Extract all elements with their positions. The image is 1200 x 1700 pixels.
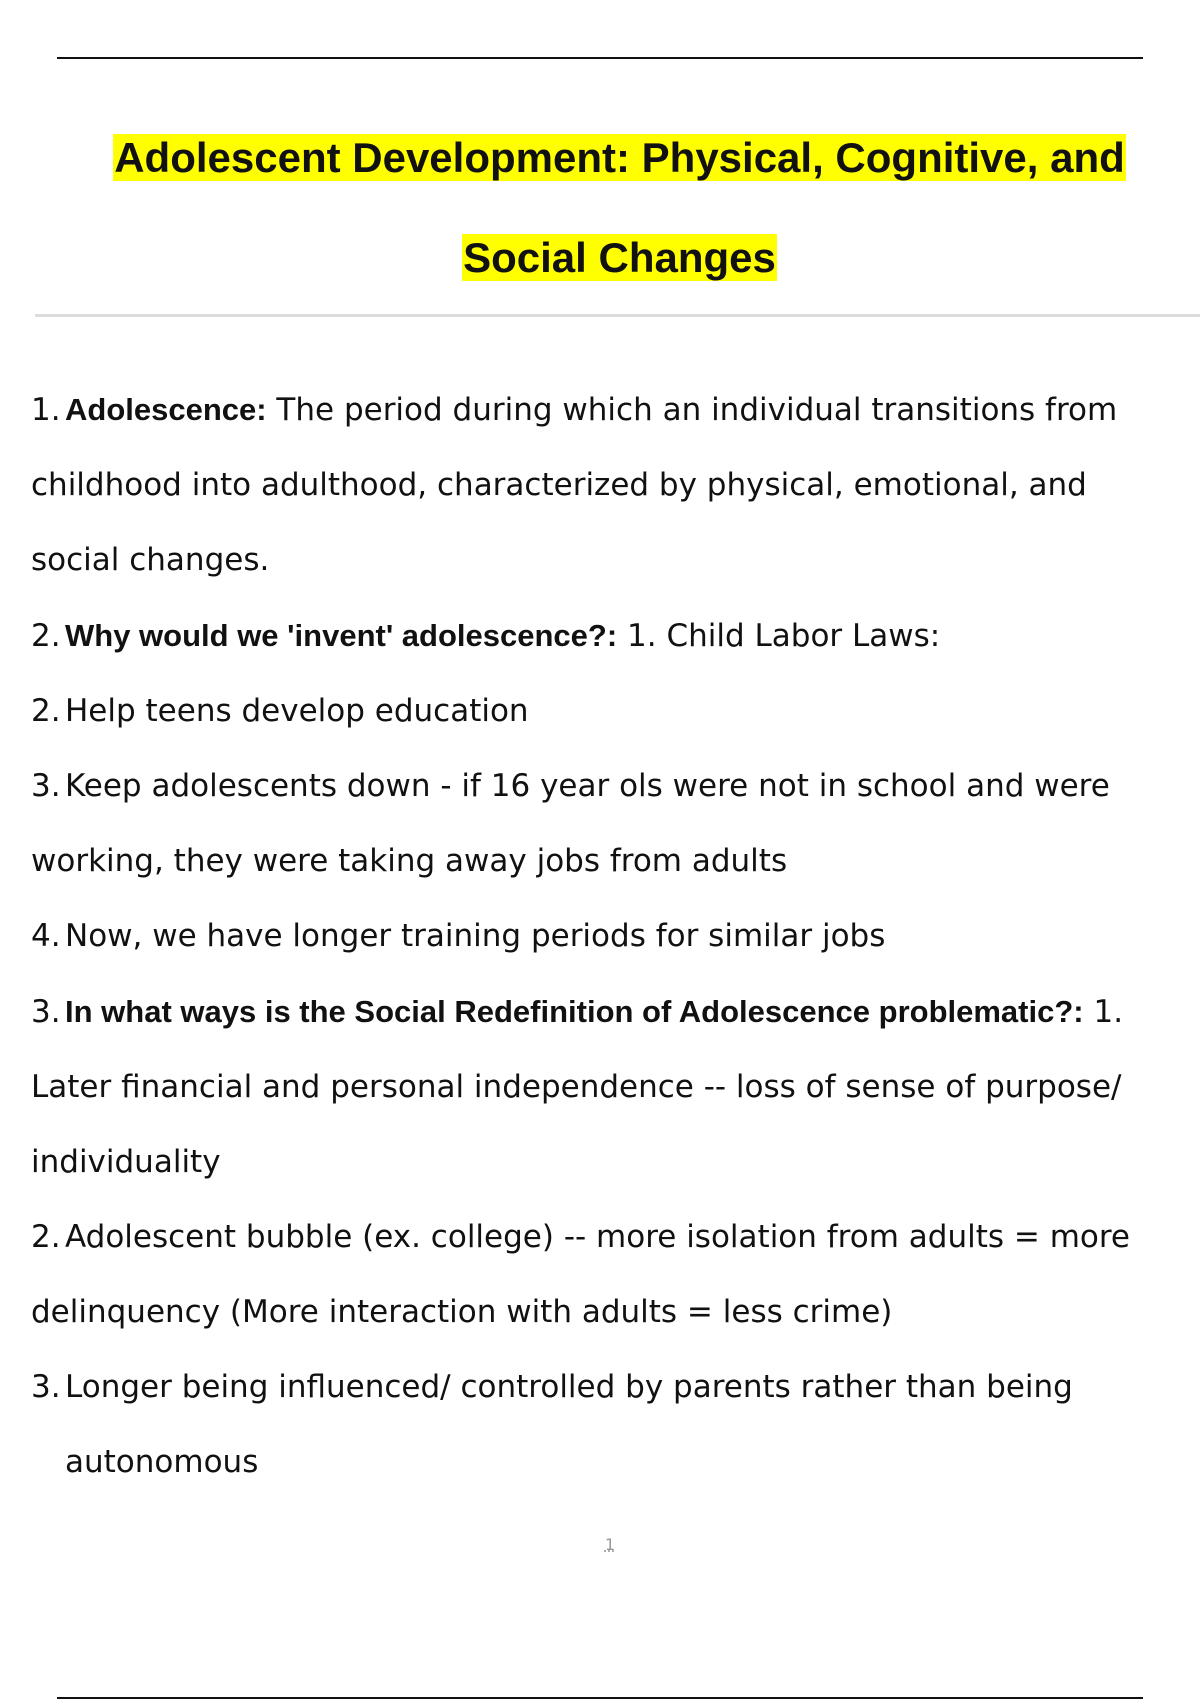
item-term: Why would we 'invent' adolescence?: [65,618,618,653]
item-number: 2. [31,1219,61,1255]
title-line-1: Adolescent Development: Physical, Cognitive, and [114,134,1125,181]
item-number: 3. [31,768,61,804]
bottom-rule [57,1697,1143,1699]
item-number: 4. [31,918,61,954]
list-item [31,674,1181,749]
item-number: 3. [31,1369,61,1405]
list-item [31,899,1181,974]
item-text: Help teens develop education [65,693,529,729]
top-rule [57,57,1143,59]
item-text: 1. Later financial and personal independence -- loss of sense of purpose/ individuality [31,994,1124,1180]
list-item [31,749,1181,899]
title-line-2: Social Changes [463,234,776,281]
document-title [0,108,1200,308]
list-item [31,372,1181,598]
list-item [31,974,1181,1200]
item-term: In what ways is the Social Redefinition of Adolescence problematic?: [65,994,1084,1029]
item-text: Keep adolescents down - if 16 year ols were not in school and were working, they were taking away jobs from adults [31,768,1110,879]
item-text: autonomous [65,1444,259,1480]
item-term: Adolescence: [65,392,267,427]
list-item [31,1200,1181,1350]
list-item [31,1350,1181,1425]
item-number: 1. [31,392,61,428]
item-number: 3. [31,994,61,1030]
page-number: 1 [604,1535,616,1554]
item-text: Now, we have longer training periods for similar jobs [65,918,886,954]
item-text: Adolescent bubble (ex. college) -- more isolation from adults = more delinquency (More interaction with adults = less crime) [31,1219,1130,1330]
flashcard-list [31,372,1181,1500]
list-item [31,598,1181,674]
item-text: 1. Child Labor Laws: [617,618,941,654]
item-number: 2. [31,693,61,729]
item-text: Longer being influenced/ controlled by parents rather than being [65,1369,1073,1405]
item-number: 2. [31,618,61,654]
item-text: The period during which an individual transitions from childhood into adulthood, characterized by physical, emotional, and social changes. [31,392,1118,578]
list-item-continuation [31,1425,1181,1500]
title-divider [35,314,1200,317]
